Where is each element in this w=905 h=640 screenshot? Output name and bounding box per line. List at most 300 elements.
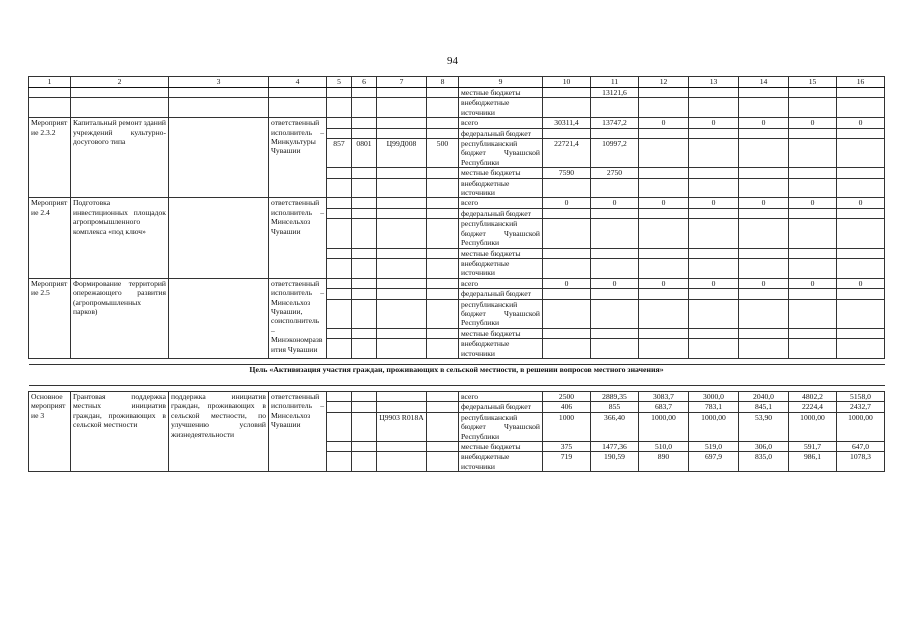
- value-cell: [543, 88, 591, 98]
- value-cell: [789, 339, 837, 359]
- source-cell: внебюджетные источники: [459, 452, 543, 472]
- value-cell: [543, 258, 591, 278]
- value-cell: 1078,3: [837, 452, 885, 472]
- value-cell: [639, 88, 689, 98]
- value-cell: 591,7: [789, 442, 837, 452]
- page-number: 94: [447, 55, 458, 67]
- value-cell: [837, 208, 885, 218]
- column-number-11: 11: [591, 77, 639, 88]
- value-cell: 1000,00: [689, 412, 739, 441]
- value-cell: [739, 299, 789, 328]
- value-cell: 0: [789, 198, 837, 208]
- value-cell: 22721,4: [543, 139, 591, 168]
- value-cell: [543, 289, 591, 299]
- empty-cell: [427, 391, 459, 401]
- value-cell: [639, 178, 689, 198]
- value-cell: [543, 98, 591, 118]
- empty-cell: [377, 98, 427, 118]
- source-cell: республиканский бюджет Чувашской Республики: [459, 139, 543, 168]
- empty-cell: [71, 98, 169, 118]
- source-cell: местные бюджеты: [459, 442, 543, 452]
- empty-cell: [29, 98, 71, 118]
- empty-cell: [427, 118, 459, 128]
- source-cell: всего: [459, 278, 543, 288]
- empty-cell: [327, 198, 352, 208]
- value-cell: [789, 168, 837, 178]
- empty-cell: [352, 402, 377, 412]
- measure-subtitle: поддержка инициатив граждан, проживающих в сельской местности, по улучшению условий жизнедеятельности: [169, 391, 269, 471]
- value-cell: [639, 168, 689, 178]
- source-cell: местные бюджеты: [459, 88, 543, 98]
- value-cell: 890: [639, 452, 689, 472]
- value-cell: [543, 299, 591, 328]
- value-cell: [639, 328, 689, 338]
- value-cell: [591, 208, 639, 218]
- value-cell: [639, 248, 689, 258]
- value-cell: 0: [837, 198, 885, 208]
- empty-cell: [327, 339, 352, 359]
- value-cell: 719: [543, 452, 591, 472]
- source-cell: федеральный бюджет: [459, 128, 543, 138]
- value-cell: [789, 88, 837, 98]
- column-number-13: 13: [689, 77, 739, 88]
- value-cell: [591, 178, 639, 198]
- empty-cell: [377, 278, 427, 288]
- value-cell: 7590: [543, 168, 591, 178]
- value-cell: 1000: [543, 412, 591, 441]
- value-cell: 519,0: [689, 442, 739, 452]
- table-row: [29, 278, 885, 288]
- value-cell: [837, 328, 885, 338]
- source-cell: всего: [459, 391, 543, 401]
- empty-cell: [352, 168, 377, 178]
- empty-cell: [427, 299, 459, 328]
- empty-cell: [377, 452, 427, 472]
- source-cell: всего: [459, 198, 543, 208]
- value-cell: [591, 289, 639, 299]
- empty-cell: [427, 219, 459, 248]
- source-cell: всего: [459, 118, 543, 128]
- empty-cell: [377, 391, 427, 401]
- value-cell: [739, 88, 789, 98]
- measure-title: Грантовая поддержка местных инициатив граждан, проживающих в сельской местности: [71, 391, 169, 471]
- value-cell: [591, 98, 639, 118]
- value-cell: [639, 208, 689, 218]
- empty-cell: [327, 248, 352, 258]
- value-cell: [789, 178, 837, 198]
- empty-cell: [327, 289, 352, 299]
- value-cell: 366,40: [591, 412, 639, 441]
- value-cell: [837, 258, 885, 278]
- value-cell: [837, 139, 885, 168]
- value-cell: [837, 299, 885, 328]
- value-cell: [689, 219, 739, 248]
- value-cell: [689, 139, 739, 168]
- value-cell: 3000,0: [689, 391, 739, 401]
- value-cell: [591, 299, 639, 328]
- empty-cell: [377, 208, 427, 218]
- header-row: [29, 77, 885, 88]
- value-cell: [543, 178, 591, 198]
- empty-cell: [377, 88, 427, 98]
- empty-cell: [427, 208, 459, 218]
- value-cell: 53,90: [739, 412, 789, 441]
- value-cell: [639, 299, 689, 328]
- value-cell: 1000,00: [639, 412, 689, 441]
- value-cell: 406: [543, 402, 591, 412]
- empty-cell: [427, 128, 459, 138]
- measure-title: Капитальный ремонт зданий учреждений культурно-досугового типа: [71, 118, 169, 198]
- value-cell: [739, 289, 789, 299]
- value-cell: 0: [837, 278, 885, 288]
- value-cell: [639, 128, 689, 138]
- empty-cell: [327, 412, 352, 441]
- empty-cell: [427, 178, 459, 198]
- empty-cell: [352, 198, 377, 208]
- value-cell: [789, 139, 837, 168]
- value-cell: 2750: [591, 168, 639, 178]
- empty-cell: [427, 278, 459, 288]
- value-cell: 0: [639, 118, 689, 128]
- empty-cell: [427, 442, 459, 452]
- value-cell: [689, 289, 739, 299]
- value-cell: [689, 248, 739, 258]
- value-cell: [739, 128, 789, 138]
- empty-cell: [377, 128, 427, 138]
- value-cell: [639, 339, 689, 359]
- empty-cell: [327, 178, 352, 198]
- empty-cell: [427, 289, 459, 299]
- empty-cell: [427, 452, 459, 472]
- column-number-16: 16: [837, 77, 885, 88]
- value-cell: [837, 168, 885, 178]
- value-cell: [837, 339, 885, 359]
- budget-code-csr: Ц9903 R018A: [377, 412, 427, 441]
- value-cell: 0: [689, 278, 739, 288]
- value-cell: [837, 88, 885, 98]
- empty-cell: [352, 98, 377, 118]
- empty-cell: [169, 98, 269, 118]
- budget-code-grbs: 857: [327, 139, 352, 168]
- responsible-executor: ответственный исполнитель – Минсельхоз Чувашии: [269, 391, 327, 471]
- value-cell: 4802,2: [789, 391, 837, 401]
- value-cell: [543, 219, 591, 248]
- value-cell: [689, 328, 739, 338]
- source-cell: местные бюджеты: [459, 168, 543, 178]
- budget-code-vr: 500: [427, 139, 459, 168]
- value-cell: 13121,6: [591, 88, 639, 98]
- value-cell: 2500: [543, 391, 591, 401]
- value-cell: 0: [543, 198, 591, 208]
- value-cell: [543, 208, 591, 218]
- value-cell: [789, 208, 837, 218]
- empty-cell: [327, 118, 352, 128]
- value-cell: [639, 289, 689, 299]
- value-cell: [739, 219, 789, 248]
- measure-subtitle: [169, 198, 269, 278]
- value-cell: 0: [739, 198, 789, 208]
- value-cell: [591, 328, 639, 338]
- value-cell: 835,0: [739, 452, 789, 472]
- value-cell: [837, 219, 885, 248]
- empty-cell: [327, 128, 352, 138]
- value-cell: 0: [739, 118, 789, 128]
- value-cell: 2889,35: [591, 391, 639, 401]
- source-cell: местные бюджеты: [459, 248, 543, 258]
- empty-cell: [352, 412, 377, 441]
- empty-cell: [327, 452, 352, 472]
- value-cell: [689, 88, 739, 98]
- column-number-7: 7: [377, 77, 427, 88]
- value-cell: [837, 128, 885, 138]
- empty-cell: [327, 208, 352, 218]
- empty-cell: [327, 98, 352, 118]
- value-cell: [739, 98, 789, 118]
- empty-cell: [377, 402, 427, 412]
- empty-cell: [327, 258, 352, 278]
- value-cell: 1000,00: [789, 412, 837, 441]
- value-cell: [689, 208, 739, 218]
- value-cell: [591, 339, 639, 359]
- value-cell: [543, 248, 591, 258]
- value-cell: 986,1: [789, 452, 837, 472]
- value-cell: [739, 168, 789, 178]
- value-cell: [789, 98, 837, 118]
- value-cell: [739, 208, 789, 218]
- empty-cell: [29, 88, 71, 98]
- value-cell: 2224,4: [789, 402, 837, 412]
- value-cell: 5158,0: [837, 391, 885, 401]
- value-cell: [639, 258, 689, 278]
- value-cell: 0: [543, 278, 591, 288]
- value-cell: 0: [591, 198, 639, 208]
- empty-cell: [377, 118, 427, 128]
- value-cell: 783,1: [689, 402, 739, 412]
- empty-cell: [377, 299, 427, 328]
- value-cell: 375: [543, 442, 591, 452]
- empty-cell: [352, 391, 377, 401]
- source-cell: внебюджетные источники: [459, 258, 543, 278]
- value-cell: 13747,2: [591, 118, 639, 128]
- empty-cell: [427, 328, 459, 338]
- budget-code-rzpr: 0801: [352, 139, 377, 168]
- budget-table: [28, 76, 885, 472]
- empty-cell: [327, 88, 352, 98]
- value-cell: 10997,2: [591, 139, 639, 168]
- empty-cell: [71, 88, 169, 98]
- value-cell: 2432,7: [837, 402, 885, 412]
- measure-subtitle: [169, 278, 269, 358]
- value-cell: 306,0: [739, 442, 789, 452]
- empty-cell: [327, 299, 352, 328]
- measure-name: Мероприятие 2.4: [29, 198, 71, 278]
- goal-row: [29, 364, 885, 385]
- value-cell: 0: [689, 118, 739, 128]
- column-number-3: 3: [169, 77, 269, 88]
- value-cell: [789, 128, 837, 138]
- value-cell: [739, 139, 789, 168]
- empty-cell: [352, 178, 377, 198]
- column-number-15: 15: [789, 77, 837, 88]
- measure-name: Мероприятие 2.3.2: [29, 118, 71, 198]
- responsible-executor: ответственный исполнитель – Минсельхоз Чувашии: [269, 198, 327, 278]
- column-number-9: 9: [459, 77, 543, 88]
- empty-cell: [352, 118, 377, 128]
- goal-heading: Цель «Активизация участия граждан, проживающих в сельской местности, в решении вопросов местного значения»: [29, 364, 885, 385]
- source-cell: внебюджетные источники: [459, 178, 543, 198]
- source-cell: республиканский бюджет Чувашской Республики: [459, 412, 543, 441]
- empty-cell: [169, 88, 269, 98]
- value-cell: [837, 178, 885, 198]
- value-cell: [689, 168, 739, 178]
- value-cell: [789, 258, 837, 278]
- column-number-5: 5: [327, 77, 352, 88]
- value-cell: [639, 139, 689, 168]
- value-cell: 0: [789, 278, 837, 288]
- source-cell: внебюджетные источники: [459, 339, 543, 359]
- empty-cell: [377, 219, 427, 248]
- value-cell: [591, 248, 639, 258]
- value-cell: [789, 328, 837, 338]
- table-row: [29, 391, 885, 401]
- empty-cell: [427, 98, 459, 118]
- measure-name: Мероприятие 2.5: [29, 278, 71, 358]
- responsible-executor: ответственный исполнитель – Минкультуры Чувашии: [269, 118, 327, 198]
- value-cell: 0: [739, 278, 789, 288]
- empty-cell: [377, 328, 427, 338]
- empty-cell: [352, 278, 377, 288]
- empty-cell: [377, 248, 427, 258]
- measure-name: Основное мероприятие 3: [29, 391, 71, 471]
- empty-cell: [327, 391, 352, 401]
- source-cell: республиканский бюджет Чувашской Республики: [459, 219, 543, 248]
- value-cell: [739, 248, 789, 258]
- value-cell: [739, 258, 789, 278]
- value-cell: 510,0: [639, 442, 689, 452]
- empty-cell: [327, 219, 352, 248]
- empty-cell: [377, 289, 427, 299]
- value-cell: [789, 248, 837, 258]
- empty-cell: [352, 219, 377, 248]
- source-cell: федеральный бюджет: [459, 208, 543, 218]
- empty-cell: [377, 168, 427, 178]
- value-cell: 0: [639, 278, 689, 288]
- value-cell: [689, 98, 739, 118]
- empty-cell: [352, 328, 377, 338]
- value-cell: 1000,00: [837, 412, 885, 441]
- table-row: [29, 118, 885, 128]
- empty-cell: [427, 168, 459, 178]
- column-number-14: 14: [739, 77, 789, 88]
- value-cell: [739, 339, 789, 359]
- table-row: [29, 198, 885, 208]
- empty-cell: [327, 328, 352, 338]
- empty-cell: [427, 412, 459, 441]
- empty-cell: [377, 258, 427, 278]
- value-cell: 3083,7: [639, 391, 689, 401]
- empty-cell: [377, 178, 427, 198]
- value-cell: 697,9: [689, 452, 739, 472]
- source-cell: внебюджетные источники: [459, 98, 543, 118]
- value-cell: [837, 98, 885, 118]
- value-cell: [689, 339, 739, 359]
- empty-cell: [427, 248, 459, 258]
- value-cell: 1477,36: [591, 442, 639, 452]
- empty-cell: [352, 452, 377, 472]
- budget-code-csr: Ц99Д008: [377, 139, 427, 168]
- empty-cell: [427, 258, 459, 278]
- empty-cell: [327, 168, 352, 178]
- source-cell: федеральный бюджет: [459, 402, 543, 412]
- value-cell: 855: [591, 402, 639, 412]
- table-body: [29, 77, 885, 472]
- empty-cell: [377, 339, 427, 359]
- column-number-2: 2: [71, 77, 169, 88]
- source-cell: местные бюджеты: [459, 328, 543, 338]
- source-cell: республиканский бюджет Чувашской Республики: [459, 299, 543, 328]
- column-number-10: 10: [543, 77, 591, 88]
- empty-cell: [352, 88, 377, 98]
- value-cell: 647,0: [837, 442, 885, 452]
- value-cell: [789, 299, 837, 328]
- value-cell: [689, 299, 739, 328]
- empty-cell: [352, 248, 377, 258]
- column-number-12: 12: [639, 77, 689, 88]
- measure-title: Формирование территорий опережающего развития (агропромышленных парков): [71, 278, 169, 358]
- value-cell: 0: [837, 118, 885, 128]
- empty-cell: [269, 88, 327, 98]
- column-number-8: 8: [427, 77, 459, 88]
- value-cell: [639, 98, 689, 118]
- empty-cell: [352, 299, 377, 328]
- value-cell: 0: [591, 278, 639, 288]
- empty-cell: [352, 208, 377, 218]
- empty-cell: [327, 278, 352, 288]
- table-row: [29, 88, 885, 98]
- empty-cell: [327, 402, 352, 412]
- value-cell: 0: [789, 118, 837, 128]
- value-cell: [591, 219, 639, 248]
- value-cell: [543, 339, 591, 359]
- measure-title: Подготовка инвестиционных площадок агропромышленного комплекса «под ключ»: [71, 198, 169, 278]
- value-cell: [543, 128, 591, 138]
- value-cell: 30311,4: [543, 118, 591, 128]
- value-cell: [739, 178, 789, 198]
- empty-cell: [352, 289, 377, 299]
- value-cell: [639, 219, 689, 248]
- value-cell: 0: [639, 198, 689, 208]
- empty-cell: [377, 442, 427, 452]
- value-cell: [543, 328, 591, 338]
- value-cell: 845,1: [739, 402, 789, 412]
- empty-cell: [427, 88, 459, 98]
- value-cell: [837, 248, 885, 258]
- value-cell: [591, 128, 639, 138]
- measure-subtitle: [169, 118, 269, 198]
- source-cell: федеральный бюджет: [459, 289, 543, 299]
- empty-cell: [427, 198, 459, 208]
- responsible-executor: ответственный исполнитель – Минсельхоз Чувашии, соисполнитель – Минэкономразвития Чувашии: [269, 278, 327, 358]
- empty-cell: [427, 402, 459, 412]
- value-cell: [689, 128, 739, 138]
- empty-cell: [377, 198, 427, 208]
- empty-cell: [427, 339, 459, 359]
- value-cell: 2040,0: [739, 391, 789, 401]
- column-number-4: 4: [269, 77, 327, 88]
- value-cell: [789, 219, 837, 248]
- empty-cell: [352, 128, 377, 138]
- empty-cell: [327, 442, 352, 452]
